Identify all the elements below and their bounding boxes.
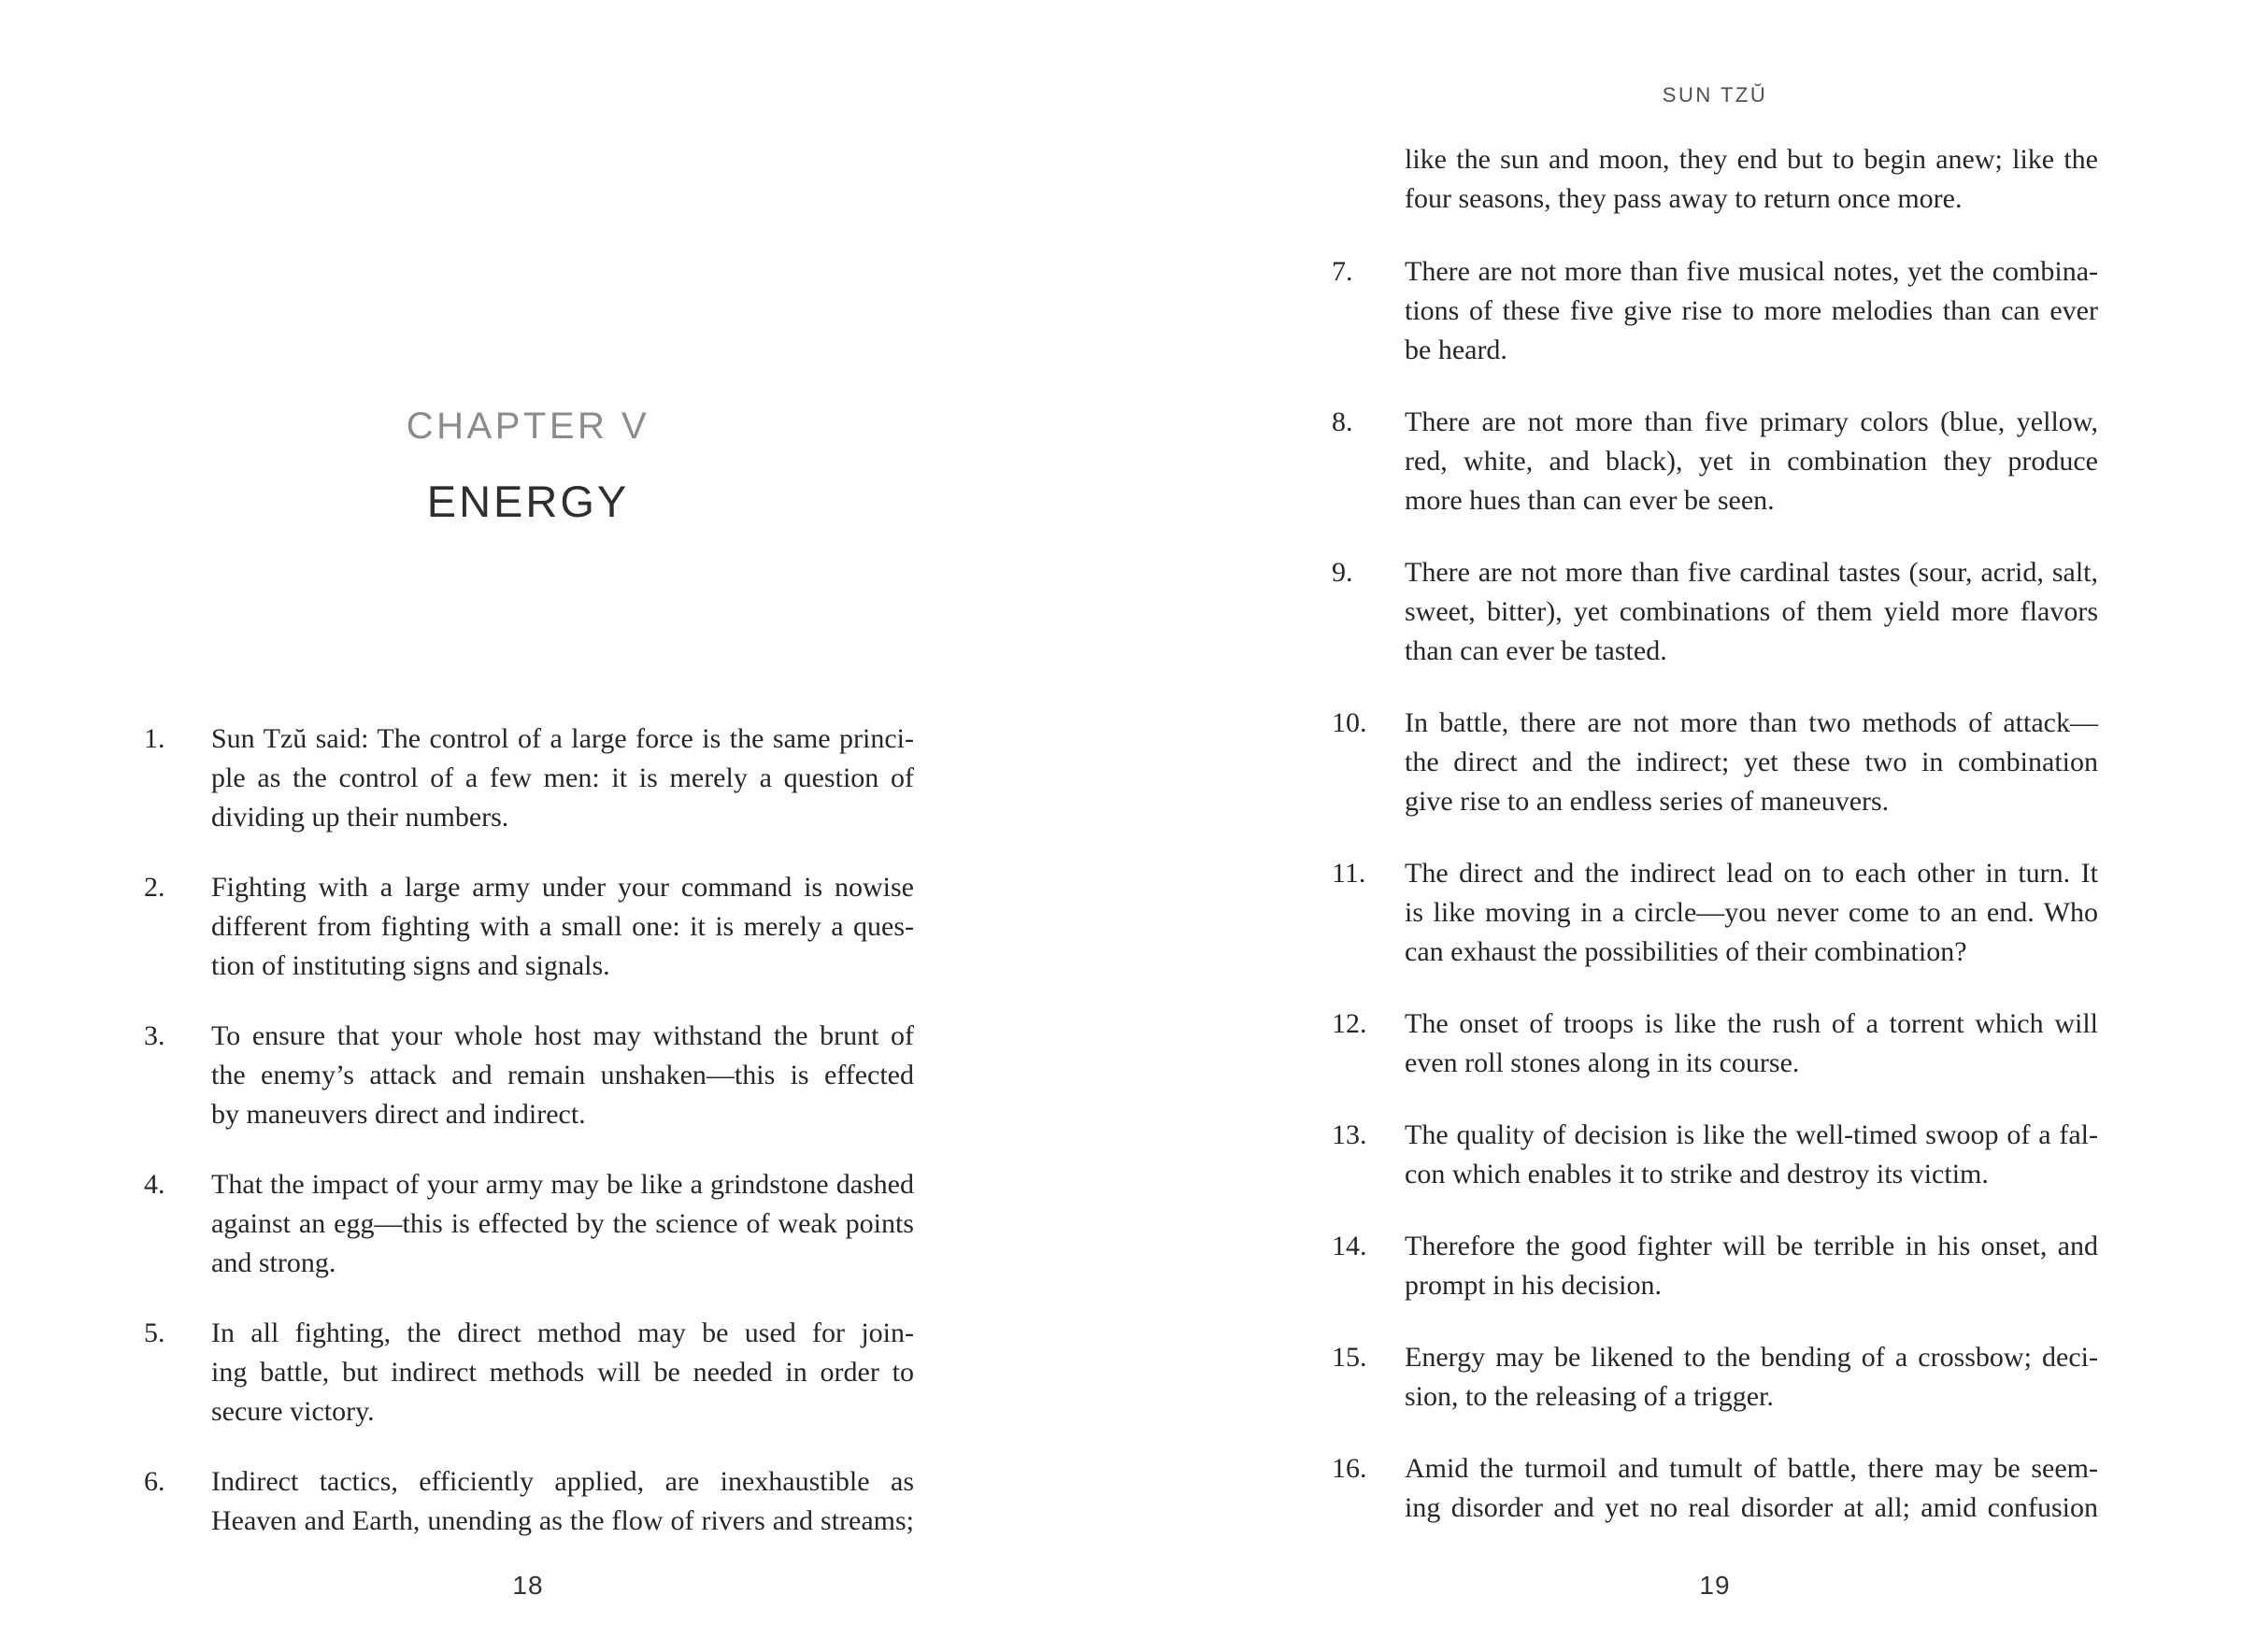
text-line: than can ever be tasted. — [1405, 635, 1667, 666]
text-line: ple as the control of a few men: it is merely a question of — [211, 762, 914, 793]
text-line: Sun Tzŭ said: The control of a large force is the same princi- — [211, 723, 914, 754]
page-number-right: 19 — [1699, 1571, 1731, 1600]
page-right — [1121, 0, 2242, 1652]
text-line: sweet, bitter), yet combinations of them yield more flavors — [1405, 596, 2098, 627]
running-head: SUN TZŬ — [1662, 83, 1768, 107]
text-line: Fighting with a large army under your command is nowise — [211, 872, 914, 903]
text-line: Amid the turmoil and tumult of battle, there may be seem- — [1405, 1453, 2098, 1484]
chapter-title: ENERGY — [426, 477, 630, 526]
verse-number: 12. — [1332, 1008, 1367, 1039]
verse-number: 16. — [1332, 1453, 1367, 1484]
verse-item — [1332, 1338, 2098, 1417]
text-line: There are not more than five musical notes, yet the combina- — [1405, 256, 2098, 287]
verse-text — [1405, 1227, 2098, 1305]
chapter-label: CHAPTER V — [406, 406, 650, 447]
text-line: In all fighting, the direct method may be used for join- — [211, 1317, 914, 1348]
verse-item — [1332, 1004, 2098, 1083]
verse-item — [1332, 403, 2098, 520]
verse-text — [211, 1017, 914, 1134]
verse-number: 11. — [1332, 858, 1366, 889]
verse-text — [1405, 854, 2098, 972]
verse-number: 8. — [1332, 406, 1353, 437]
text-line: different from fighting with a small one: it is merely a ques- — [211, 911, 914, 942]
text-line: by maneuvers direct and indirect. — [211, 1099, 586, 1130]
text-line: more hues than can ever be seen. — [1405, 485, 1775, 516]
verse-number: 6. — [144, 1466, 165, 1497]
text-line: give rise to an endless series of maneuvers. — [1405, 786, 1890, 817]
verse-number: 3. — [144, 1020, 165, 1051]
text-line: be heard. — [1405, 335, 1507, 365]
text-line: Energy may be likened to the bending of a crossbow; deci- — [1405, 1342, 2098, 1373]
verse-number: 15. — [1332, 1342, 1367, 1373]
verse-text — [1405, 1338, 2098, 1417]
verse-number: 2. — [144, 872, 165, 903]
verse-text — [1405, 1004, 2098, 1083]
continuation-paragraph — [1405, 140, 2098, 219]
text-line: tions of these five give rise to more melodies than can ever — [1405, 295, 2098, 326]
text-line: is like moving in a circle—you never come to an end. Who — [1405, 897, 2098, 928]
verse-item — [144, 1165, 914, 1283]
verse-item — [1332, 1227, 2098, 1305]
text-line: To ensure that your whole host may withstand the brunt of — [211, 1020, 914, 1051]
verse-item — [144, 868, 914, 986]
text-line: con which enables it to strike and destroy its victim. — [1405, 1159, 1989, 1189]
verse-item — [1332, 1116, 2098, 1194]
verse-number: 4. — [144, 1169, 165, 1200]
verse-item — [1332, 252, 2098, 370]
text-line: four seasons, they pass away to return once more. — [1405, 183, 1963, 214]
verse-list-right — [1332, 252, 2098, 1560]
page-number-left: 18 — [512, 1571, 544, 1600]
verse-number: 9. — [1332, 557, 1353, 588]
verse-number: 14. — [1332, 1231, 1367, 1261]
verse-number: 7. — [1332, 256, 1353, 287]
text-line: The quality of decision is like the well-timed swoop of a fal- — [1405, 1119, 2098, 1150]
text-line: That the impact of your army may be like a grindstone dashed — [211, 1169, 914, 1200]
verse-text — [1405, 1449, 2098, 1528]
verse-text — [1405, 704, 2098, 821]
text-line: Heaven and Earth, unending as the flow of rivers and streams; — [211, 1505, 914, 1536]
verse-item — [144, 1017, 914, 1134]
text-line: There are not more than five cardinal tastes (sour, acrid, salt, — [1405, 557, 2098, 588]
text-line: the direct and the indirect; yet these two in combination — [1405, 747, 2098, 777]
text-line: Indirect tactics, efficiently applied, are inexhaustible as — [211, 1466, 914, 1497]
verse-text — [1405, 252, 2098, 370]
verse-number: 1. — [144, 723, 165, 754]
verse-text — [211, 1314, 914, 1431]
text-line: ing battle, but indirect methods will be needed in order to — [211, 1357, 914, 1388]
text-line: sion, to the releasing of a trigger. — [1405, 1381, 1774, 1412]
verse-item — [1332, 1449, 2098, 1528]
verse-text — [211, 719, 914, 837]
verse-number: 10. — [1332, 707, 1367, 738]
verse-item — [1332, 854, 2098, 972]
verse-text — [211, 868, 914, 986]
text-line: red, white, and black), yet in combination they produce — [1405, 446, 2098, 477]
verse-text — [1405, 403, 2098, 520]
verse-item — [1332, 553, 2098, 671]
verse-text — [1405, 553, 2098, 671]
text-line: The onset of troops is like the rush of a torrent which will — [1405, 1008, 2098, 1039]
verse-list-left — [144, 719, 914, 1572]
verse-item — [144, 1314, 914, 1431]
text-line: secure victory. — [211, 1396, 375, 1427]
text-line: against an egg—this is effected by the science of weak points — [211, 1208, 914, 1239]
text-line: The direct and the indirect lead on to each other in turn. It — [1405, 858, 2098, 889]
text-line: like the sun and moon, they end but to begin anew; like the — [1405, 144, 2098, 175]
verse-item — [144, 1462, 914, 1541]
text-line: prompt in his decision. — [1405, 1270, 1662, 1301]
text-line: can exhaust the possibilities of their combination? — [1405, 936, 1967, 967]
text-line: In battle, there are not more than two methods of attack— — [1405, 707, 2098, 738]
text-line: even roll stones along in its course. — [1405, 1047, 1800, 1078]
verse-text — [211, 1462, 914, 1541]
verse-text — [1405, 1116, 2098, 1194]
verse-item — [144, 719, 914, 837]
verse-number: 5. — [144, 1317, 165, 1348]
text-line: tion of instituting signs and signals. — [211, 950, 610, 981]
text-line: Therefore the good fighter will be terrible in his onset, and — [1405, 1231, 2098, 1261]
text-line: There are not more than five primary colors (blue, yellow, — [1405, 406, 2098, 437]
text-line: the enemy’s attack and remain unshaken—this is effected — [211, 1060, 914, 1090]
verse-item — [1332, 704, 2098, 821]
text-line: dividing up their numbers. — [211, 802, 509, 833]
verse-number: 13. — [1332, 1119, 1367, 1150]
verse-text — [211, 1165, 914, 1283]
text-line: and strong. — [211, 1247, 336, 1278]
text-line: ing disorder and yet no real disorder at all; amid confusion — [1405, 1492, 2098, 1523]
